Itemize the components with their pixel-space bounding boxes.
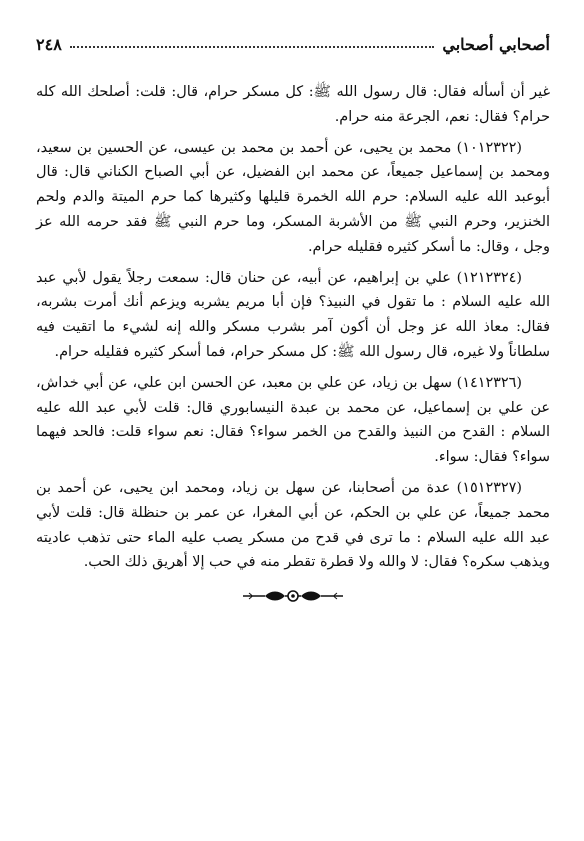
page-header <box>36 30 550 54</box>
book-page <box>36 30 550 821</box>
hadith-paragraph: (١٢١٢٣٢٤) علي بن إبراهيم، عن أبيه، عن حنان قال: سمعت رجلاً يقول لأبي عبد الله عليه السلام : ما تقول في النبيذ؟ فإن أبا مريم يشربه ويزعم أنك أمرت بشربه، فقال: معاذ الله عز وجل أن أكون آمر بشرب مسكر والله إنه لشيء ما اتقيت فيه سلطاناً ولا غيره، قال رسول الله ﷺ: كل مسكر حرام، فما أسكر كثيره فقليله حرام. <box>36 269 550 360</box>
paragraph-continuation: غير أن أسأله فقال: قال رسول الله ﷺ: كل مسكر حرام، قال: قلت: أصلحك الله كله حرام؟ فقال: نعم، الجرعة منه حرام. <box>36 84 550 125</box>
hadith-paragraph: (١٠١٢٣٢٢) محمد بن يحيى، عن أحمد بن محمد بن عيسى، عن الحسين بن سعيد، ومحمد بن إسماعيل جميعاً، عن محمد ابن الفضيل، عن أبي الصباح الكناني قال: قال أبوعبد الله عليه السلام: حرم الله الخمرة قليلها وكثيرها كما حرم الميتة والدم ولحم الخنزير، وحرم النبي ﷺ من الأشربة المسكر، وما حرم النبي ﷺ فقد حرمه الله عز وجل ، وقال: ما أسكر كثيره فقليله حرام. <box>36 139 550 255</box>
hadith-paragraph: (١٤١٢٣٢٦) سهل بن زياد، عن علي بن معبد، عن الحسن ابن علي، عن أبي خداش، عن علي بن إسماعيل، عن محمد بن عبدة النيسابوري قال: قلت لأبي عبد الله عليه السلام : القدح من النبيذ والقدح من الخمر سواء؟ فقال: نعم سواء قلت: فالحد فيهما سواء؟ فقال: سواء. <box>36 374 550 466</box>
header-dotted-rule <box>70 45 435 48</box>
hadith-paragraph: (١٥١٢٣٢٧) عدة من أصحابنا، عن سهل بن زياد، ومحمد ابن يحيى، عن أحمد بن محمد جميعاً، عن علي بن الحكم، عن أبي المغرا، عن عمر بن حنظلة قال: قلت لأبي عبد الله عليه السلام : ما ترى في قدح من مسكر يصب عليه الماء حتى تذهب عاديته ويذهب سكره؟ فقال: لا والله ولا قطرة تقطر منه في حب إلا أهريق ذلك الحب. <box>36 479 550 571</box>
page-body <box>36 80 550 575</box>
ornament-flourish-icon <box>241 589 345 603</box>
page-number: ٢٤٨ <box>36 35 62 54</box>
end-ornament-icon <box>36 589 550 603</box>
running-title: أصحابي أصحابي <box>442 35 550 54</box>
